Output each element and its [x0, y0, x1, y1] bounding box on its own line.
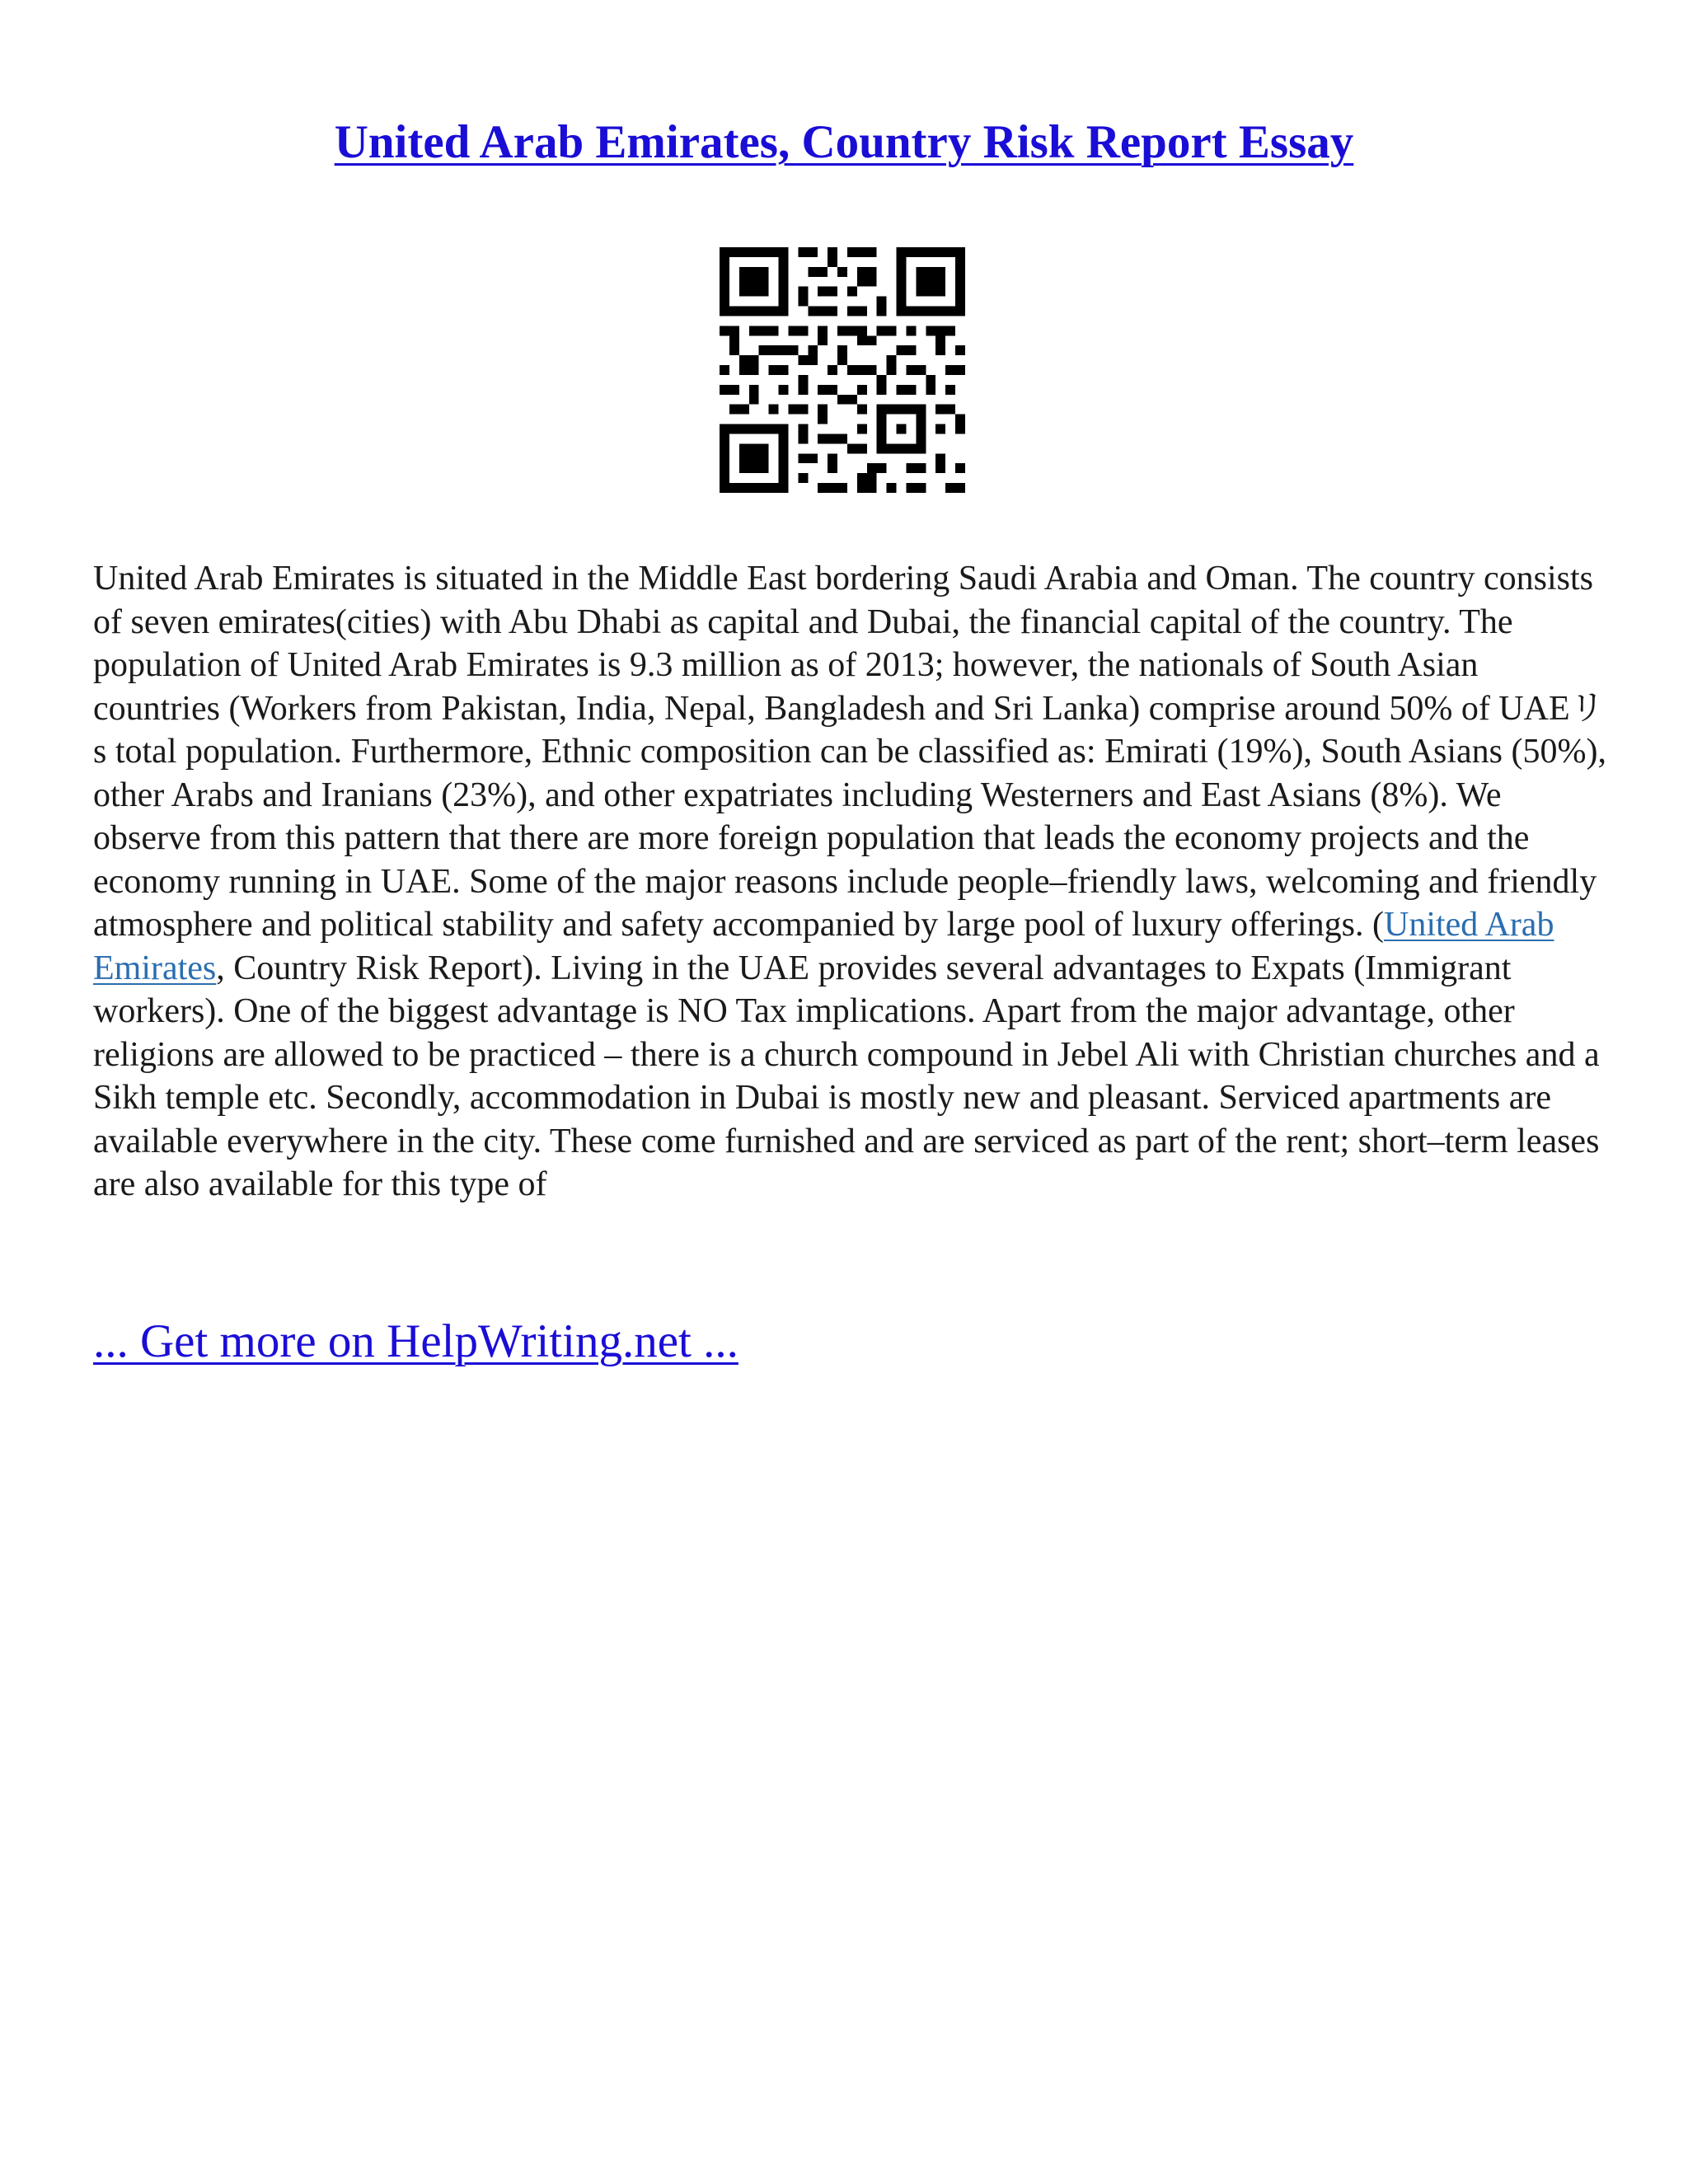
get-more-link[interactable]: ... Get more on HelpWriting.net ... [93, 1315, 738, 1367]
united-arab-emirates-link[interactable]: United Arab Emirates [93, 906, 1554, 987]
essay-body-text-part-1: United Arab Emirates is situated in the Middle East bordering Saudi Arabia and Oman. The country consists of seven emirates(cities) with Abu Dhabi as capital and Dubai, the financial capital of the country. The population of United Arab Emirates is 9.3 million as of 2013; however, the nationals of South Asian countries (Workers from Pakistan, India, Nepal, Bangladesh and Sri Lanka) comprise around 50% of UAEリs total population. Furthermore, Ethnic composition can be classified as: Emirati (19%), South Asians (50%), other Arabs and Iranians (23%), and other expatriates including Westerners and East Asians (8%). We observe from this pattern that there are more foreign population that leads the economy projects and the economy running in UAE. Some of the major reasons include people–friendly laws, welcoming and friendly atmosphere and political stability and safety accompanied by large pool of luxury offerings. ( [93, 560, 1606, 944]
title-container [0, 115, 1688, 169]
essay-body [93, 557, 1610, 1207]
essay-body-text-part-2: , Country Risk Report). Living in the UAE provides several advantages to Expats (Immigrant workers). One of the biggest advantage is NO Tax implications. Apart from the major advantage, other religions are allowed to be practiced – there is a church compound in Jebel Ali with Christian churches and a Sikh temple etc. Secondly, accommodation in Dubai is mostly new and pleasant. Serviced apartments are available everywhere in the city. These come furnished and are serviced as part of the rent; short–term leases are also available for this type of [93, 949, 1600, 1203]
qr-code-icon [720, 247, 965, 493]
document-title-link[interactable]: United Arab Emirates, Country Risk Report Essay [334, 116, 1354, 168]
